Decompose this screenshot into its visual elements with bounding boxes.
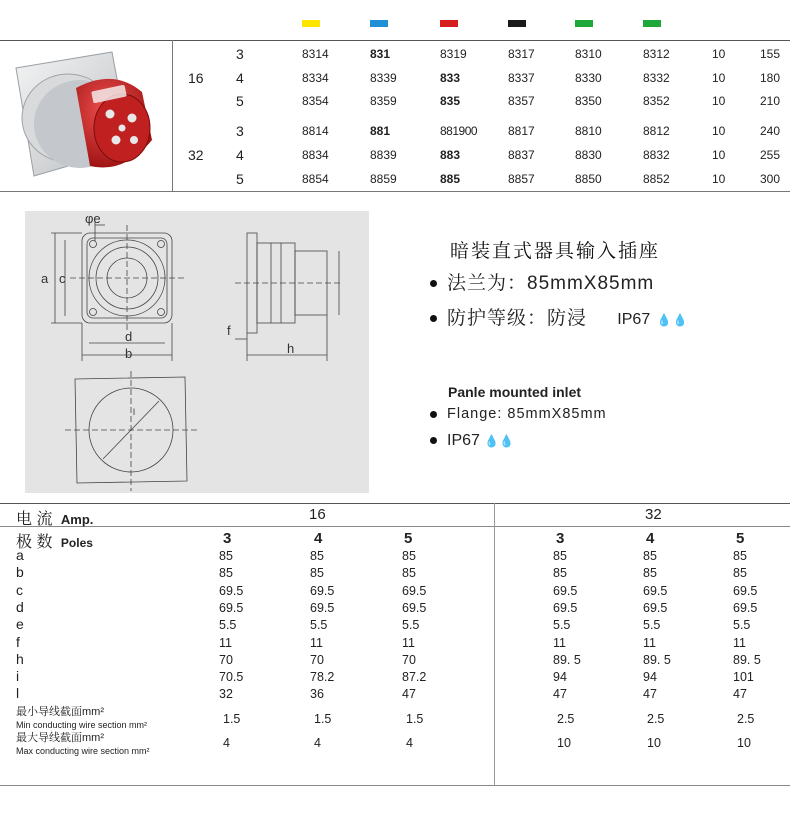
code-cell-blue: 831 — [370, 47, 391, 61]
group-amp-32: 32 — [188, 147, 204, 163]
water-drops-icon: 💧💧 — [656, 313, 689, 327]
spec-value-cell: 47 — [733, 687, 747, 701]
spec-row-label: f — [16, 634, 20, 650]
spec-value-cell: 5.5 — [310, 618, 328, 632]
code-cell-black: 8817 — [508, 124, 535, 138]
dimension-drawing-lines — [25, 211, 369, 493]
weight-cell: 155 — [760, 47, 781, 61]
spec-value-cell: 85 — [402, 566, 416, 580]
poles-cell: 4 — [236, 147, 244, 163]
description-en-ip — [430, 432, 514, 450]
min-wire-value: 1.5 — [223, 712, 241, 726]
spec-value-cell: 69.5 — [643, 584, 668, 598]
weight-cell: 300 — [760, 172, 781, 186]
min-wire-label — [16, 706, 147, 732]
code-cell-blue: 8359 — [370, 94, 397, 108]
poles-label — [16, 529, 93, 552]
code-cell-green-2: 8832 — [643, 148, 670, 162]
spec-value-cell: 47 — [553, 687, 567, 701]
spec-value-cell: 69.5 — [219, 584, 244, 598]
code-cell-red: 881900 — [440, 124, 478, 138]
spec-value-cell: 85 — [402, 549, 416, 563]
code-cell-green: 8810 — [575, 124, 602, 138]
spec-value-cell: 32 — [219, 687, 233, 701]
code-cell-green-2: 8332 — [643, 71, 670, 85]
qty-cell: 10 — [712, 94, 726, 108]
spec-value-cell: 69.5 — [402, 584, 427, 598]
max-wire-label-en: Max conducting wire section mm² — [16, 746, 150, 756]
spec-value-cell: 5.5 — [643, 618, 661, 632]
spec-row-label: h — [16, 651, 24, 667]
spec-value-cell: 36 — [310, 687, 324, 701]
poles-header: 5 — [404, 530, 413, 547]
dim-label-c: c — [59, 271, 66, 286]
amp-label-en: Amp. — [60, 512, 94, 527]
spec-value-cell: 94 — [643, 670, 657, 684]
spec-value-cell: 11 — [219, 636, 232, 650]
spec-value-cell: 89. 5 — [733, 653, 761, 667]
code-cell-red: 885 — [440, 172, 461, 186]
spec-value-cell: 89. 5 — [643, 653, 671, 667]
spec-row-label: e — [16, 616, 24, 632]
max-wire-value: 10 — [557, 736, 571, 750]
spec-value-cell: 69.5 — [310, 584, 335, 598]
poles-cell: 5 — [236, 171, 244, 187]
dim-label-phi-e: φe — [85, 211, 101, 226]
qty-cell: 10 — [712, 172, 726, 186]
bullet-icon — [430, 315, 437, 322]
code-cell-green: 8310 — [575, 47, 602, 61]
spec-row-label: c — [16, 582, 23, 598]
spec-value-cell: 85 — [553, 549, 567, 563]
code-cell-black: 8857 — [508, 172, 535, 186]
dim-label-h: h — [287, 341, 295, 356]
max-wire-label — [16, 732, 150, 758]
code-cell-red: 835 — [440, 94, 461, 108]
dim-label-l: l — [133, 407, 135, 417]
qty-cell: 10 — [712, 148, 726, 162]
spec-value-cell: 94 — [553, 670, 567, 684]
weight-cell: 255 — [760, 148, 781, 162]
description-cn-flange — [430, 268, 654, 295]
code-cell-blue: 881 — [370, 124, 391, 138]
spec-value-cell: 47 — [643, 687, 657, 701]
water-drops-icon: 💧💧 — [484, 434, 515, 448]
weight-cell: 240 — [760, 124, 781, 138]
code-cell-green: 8830 — [575, 148, 602, 162]
dim-label-a: a — [41, 271, 49, 286]
spec-value-cell: 70 — [310, 653, 324, 667]
min-wire-value: 2.5 — [647, 712, 665, 726]
qty-cell: 10 — [712, 124, 726, 138]
min-wire-value: 1.5 — [406, 712, 424, 726]
amp-value-32: 32 — [645, 506, 662, 523]
qty-cell: 10 — [712, 47, 726, 61]
color-swatch-blue — [370, 20, 388, 27]
spec-value-cell: 85 — [219, 566, 233, 580]
ip-rating-cn: IP67 — [617, 311, 651, 328]
poles-header: 3 — [223, 530, 232, 547]
spec-value-cell: 5.5 — [553, 618, 571, 632]
spec-value-cell: 69.5 — [310, 601, 335, 615]
min-wire-value: 2.5 — [737, 712, 755, 726]
spec-value-cell: 85 — [310, 549, 324, 563]
spec-value-cell: 85 — [219, 549, 233, 563]
code-cell-red: 8319 — [440, 47, 467, 61]
poles-cell: 5 — [236, 93, 244, 109]
protection-cn-text: 防护等级：防浸 — [447, 308, 588, 329]
code-cell-blue: 8339 — [370, 71, 397, 85]
color-swatch-black — [508, 20, 526, 27]
spec-value-cell: 87.2 — [402, 670, 427, 684]
description-en-flange — [430, 406, 607, 422]
dim-label-d: d — [125, 329, 133, 344]
spec-value-cell: 69.5 — [553, 601, 578, 615]
spec-value-cell: 69.5 — [553, 584, 578, 598]
spec-value-cell: 101 — [733, 670, 754, 684]
color-swatch-green — [575, 20, 593, 27]
code-cell-black: 8357 — [508, 94, 535, 108]
poles-cell: 3 — [236, 46, 244, 62]
code-cell-green-2: 8852 — [643, 172, 670, 186]
qty-cell: 10 — [712, 71, 726, 85]
code-cell-yellow: 8854 — [302, 172, 329, 186]
group-amp-16: 16 — [188, 70, 204, 86]
code-cell-blue: 8839 — [370, 148, 397, 162]
max-wire-value: 10 — [737, 736, 751, 750]
code-cell-red: 883 — [440, 148, 461, 162]
spec-value-cell: 69.5 — [643, 601, 668, 615]
spec-table-border-bottom — [0, 785, 790, 786]
max-wire-value: 4 — [406, 736, 413, 750]
min-wire-value: 1.5 — [314, 712, 332, 726]
max-wire-value: 4 — [223, 736, 230, 750]
description-en-title: Panle mounted inlet — [448, 384, 582, 400]
color-swatch-green-2 — [643, 20, 661, 27]
spec-table-border-top — [0, 503, 790, 504]
spec-row-label: a — [16, 547, 24, 563]
amp-label — [16, 506, 93, 529]
spec-value-cell: 5.5 — [219, 618, 237, 632]
spec-row-label: d — [16, 599, 24, 615]
code-cell-yellow: 8354 — [302, 94, 329, 108]
flange-en-text: Flange: 85mmX85mm — [447, 406, 607, 422]
min-wire-label-cn: 最小导线截面mm² — [16, 706, 104, 718]
code-cell-green-2: 8312 — [643, 47, 670, 61]
max-wire-value: 10 — [647, 736, 661, 750]
dim-label-b: b — [125, 346, 133, 361]
min-wire-value: 2.5 — [557, 712, 575, 726]
spec-table-column-divider — [494, 503, 495, 785]
code-cell-green-2: 8352 — [643, 94, 670, 108]
dimension-drawing — [25, 211, 369, 493]
top-table-divider — [172, 40, 173, 191]
spec-value-cell: 5.5 — [402, 618, 420, 632]
product-photo — [4, 48, 164, 184]
spec-value-cell: 70.5 — [219, 670, 244, 684]
spec-value-cell: 69.5 — [402, 601, 427, 615]
code-cell-black: 8317 — [508, 47, 535, 61]
spec-table-divider — [0, 526, 790, 527]
poles-header: 5 — [736, 530, 745, 547]
spec-value-cell: 85 — [553, 566, 567, 580]
min-wire-label-en: Min conducting wire section mm² — [16, 720, 148, 730]
amp-label-cn: 电 流 — [16, 511, 53, 528]
ip-rating-en: IP67 — [447, 432, 480, 449]
dim-label-f: f — [227, 323, 231, 338]
spec-value-cell: 11 — [733, 636, 746, 650]
max-wire-label-cn: 最大导线截面mm² — [16, 732, 104, 744]
spec-value-cell: 11 — [402, 636, 415, 650]
amp-value-16: 16 — [309, 506, 326, 523]
code-cell-green: 8350 — [575, 94, 602, 108]
poles-header: 4 — [314, 530, 323, 547]
flange-cn-text: 法兰为：85mmX85mm — [447, 273, 655, 294]
code-cell-black: 8837 — [508, 148, 535, 162]
spec-value-cell: 70 — [402, 653, 416, 667]
color-swatch-red — [440, 20, 458, 27]
code-cell-green-2: 8812 — [643, 124, 670, 138]
bullet-icon — [430, 437, 437, 444]
spec-value-cell: 89. 5 — [553, 653, 581, 667]
spec-value-cell: 85 — [733, 566, 747, 580]
code-cell-yellow: 8334 — [302, 71, 329, 85]
spec-value-cell: 85 — [310, 566, 324, 580]
spec-row-label: i — [16, 668, 20, 684]
code-cell-green: 8850 — [575, 172, 602, 186]
spec-value-cell: 85 — [643, 549, 657, 563]
spec-value-cell: 69.5 — [219, 601, 244, 615]
spec-value-cell: 11 — [553, 636, 566, 650]
poles-header: 4 — [646, 530, 655, 547]
spec-value-cell: 69.5 — [733, 601, 758, 615]
code-cell-blue: 8859 — [370, 172, 397, 186]
weight-cell: 210 — [760, 94, 781, 108]
poles-header: 3 — [556, 530, 565, 547]
color-swatch-yellow — [302, 20, 320, 27]
spec-value-cell: 11 — [643, 636, 656, 650]
code-cell-red: 833 — [440, 71, 461, 85]
code-cell-black: 8337 — [508, 71, 535, 85]
spec-value-cell: 5.5 — [733, 618, 751, 632]
description-cn-title: 暗装直式器具输入插座 — [450, 241, 661, 262]
poles-label-en: Poles — [60, 536, 93, 550]
code-cell-yellow: 8314 — [302, 47, 329, 61]
poles-cell: 4 — [236, 70, 244, 86]
spec-value-cell: 70 — [219, 653, 233, 667]
description-cn-protection — [430, 303, 688, 330]
top-table-border-top — [0, 40, 790, 41]
bullet-icon — [430, 280, 437, 287]
red-socket-illustration — [4, 48, 164, 184]
poles-label-cn: 极 数 — [16, 534, 53, 551]
code-cell-yellow: 8814 — [302, 124, 329, 138]
spec-value-cell: 85 — [643, 566, 657, 580]
top-table-border-bottom — [0, 191, 790, 192]
code-cell-green: 8330 — [575, 71, 602, 85]
spec-value-cell: 47 — [402, 687, 416, 701]
spec-value-cell: 85 — [733, 549, 747, 563]
spec-value-cell: 69.5 — [733, 584, 758, 598]
poles-cell: 3 — [236, 123, 244, 139]
spec-value-cell: 78.2 — [310, 670, 335, 684]
max-wire-value: 4 — [314, 736, 321, 750]
spec-row-label: l — [16, 685, 20, 701]
weight-cell: 180 — [760, 71, 781, 85]
spec-value-cell: 11 — [310, 636, 323, 650]
bullet-icon — [430, 411, 437, 418]
spec-row-label: b — [16, 564, 24, 580]
code-cell-yellow: 8834 — [302, 148, 329, 162]
